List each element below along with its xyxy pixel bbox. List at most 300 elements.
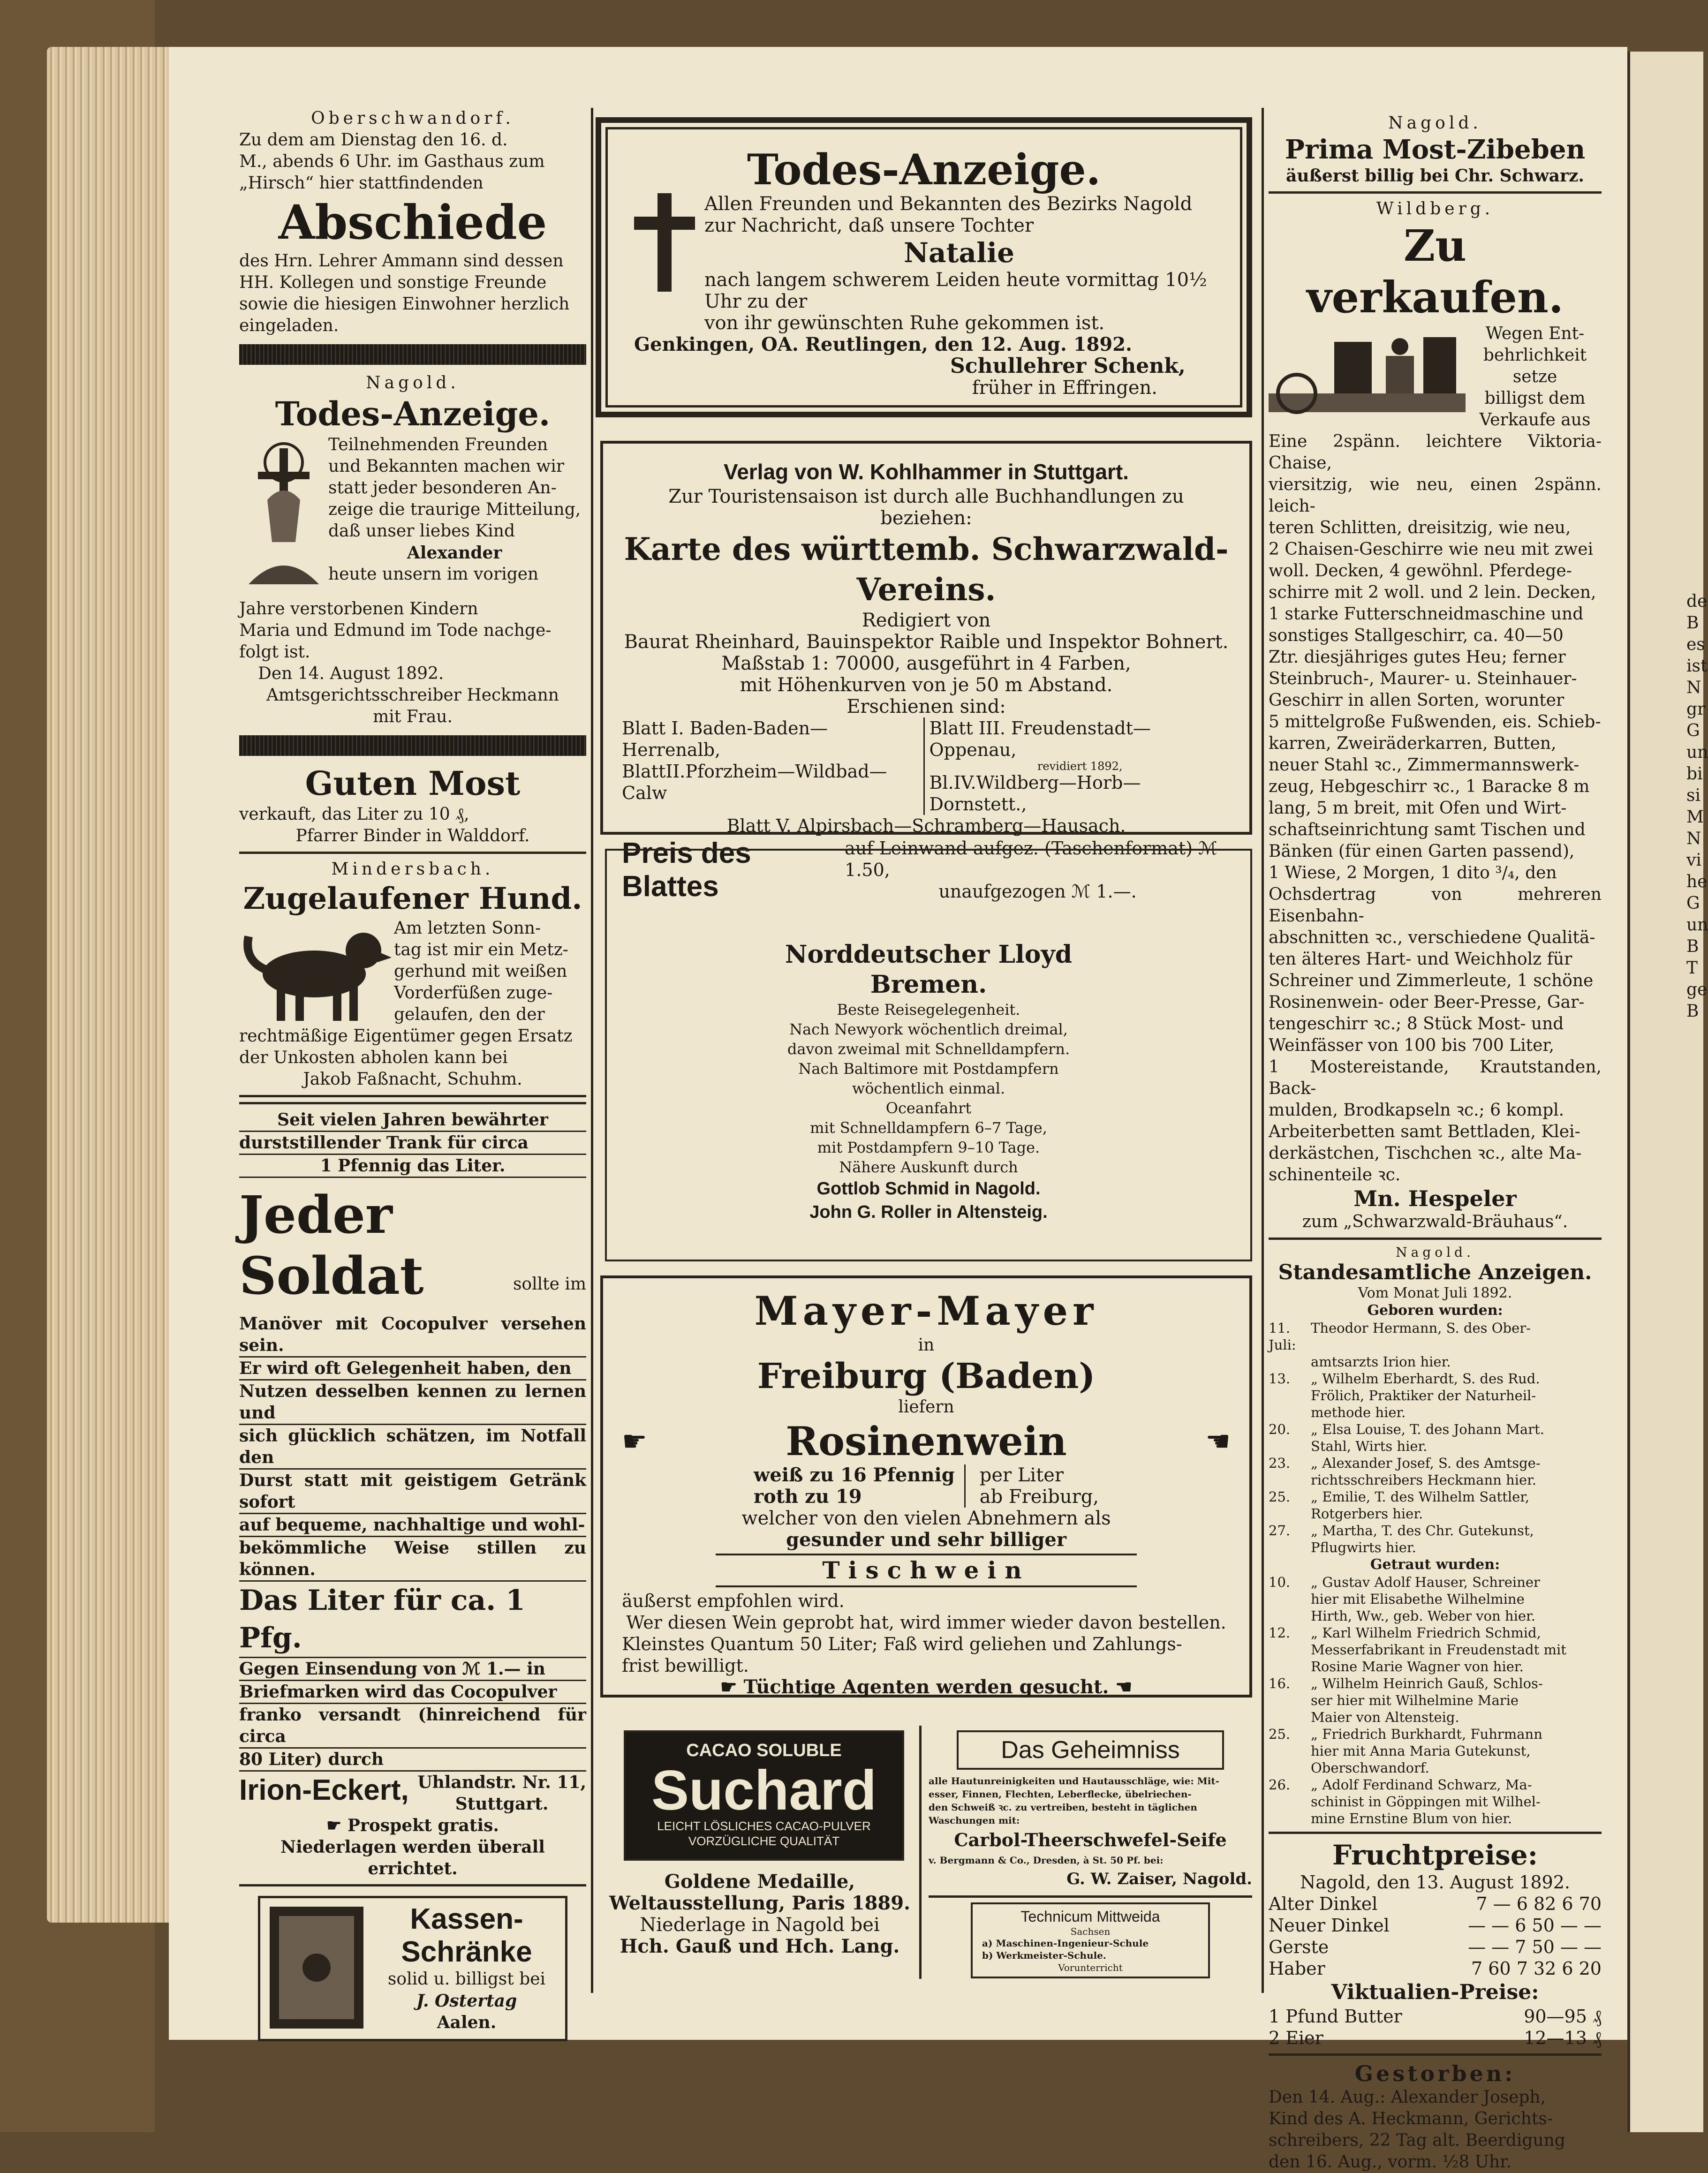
next-page-edge [1627,52,1708,2132]
ad-text: statt jeder besonderen An- [328,478,557,498]
register-date: 12. [1269,1625,1291,1641]
death-notice-line: den 16. Aug., vorm. ½8 Uhr. [1269,2152,1512,2172]
register-text: Maier von Altensteig. [1311,1709,1459,1725]
map-sheet: Blatt I. Baden-Baden—Herrenalb, [622,718,828,760]
register-text: Oberschwandorf. [1311,1760,1429,1776]
next-page-text-fragment: gr [1686,700,1706,719]
ad-text: b) Werkmeister-Schule. [982,1950,1106,1961]
ad-text: Oceanfahrt [885,1099,972,1117]
page-edges [47,47,183,1923]
separator-rule [239,1884,586,1886]
death-notice-line: schreibers, 22 Tag alt. Beerdigung [1269,2131,1565,2150]
sale-item-line: karren, Zweiräderkarren, Butten, [1269,734,1557,753]
register-date [1269,1471,1311,1488]
register-date [1269,1793,1311,1810]
ad-text: Teilnehmenden Freunden [328,435,548,454]
ad-text: Pfarrer Binder in Walddorf. [295,826,530,845]
price-value: 7 60 7 32 6 20 [1471,1958,1602,1979]
ad-hund [239,859,586,1090]
separator-rule [239,1095,586,1097]
register-date [1269,1759,1311,1776]
sale-item-line: mulden, Brodkapseln ꝛc.; 6 kompl. [1269,1101,1564,1120]
ad-text: davon zweimal mit Schnelldampfern. [787,1040,1070,1058]
ad-text: behrlichkeit setze [1483,346,1587,386]
register-entry [1269,1421,1602,1438]
ad-text: mit Höhenkurven von je 50 m Abstand. [740,674,1113,696]
ad-text: zur Nachricht, daß unsere Tochter [704,215,1034,236]
register-entry [1269,1692,1602,1709]
register-entry [1269,1793,1602,1810]
sale-item-line: viersitzig, wie neu, einen 2spänn. leich- [1269,475,1602,516]
firm-address: Uhlandstr. Nr. 11, [417,1773,586,1792]
ad-abschiede [239,108,586,337]
price-item: Neuer Dinkel [1269,1915,1390,1936]
next-page-text-fragment: si [1686,786,1700,805]
firm-name: Irion-Eckert, [239,1774,409,1806]
price-row [1269,1893,1602,1915]
register-entry [1269,1743,1602,1759]
place-heading: Nagold. [366,373,460,392]
separator-bar [239,735,586,756]
wine-unit: per Liter [979,1464,1064,1486]
register-text: „ Emilie, T. des Wilhelm Sattler, [1311,1489,1530,1505]
ad-text: Wer diesen Wein geprobt hat, wird immer wieder davon bestellen. [626,1612,1226,1633]
register-date: 16. [1269,1675,1291,1691]
ad-text: Er wird oft Gelegenheit haben, den [239,1358,586,1381]
next-page-text-fragment: G [1686,721,1700,740]
ad-title: Technicum Mittweida [1020,1908,1160,1925]
price-row [1269,2006,1602,2027]
ad-title: Norddeutscher Lloyd [785,940,1073,969]
map-sheet: BlattII.Pforzheim—Wildbad—Calw [622,761,887,803]
register-date [1269,1438,1311,1455]
ad-text: auf bequeme, nachhaltige und wohl- [239,1514,586,1537]
ad-text: liefern [898,1397,954,1417]
sale-item-line: schinenteile ꝛc. [1269,1165,1401,1185]
register-date: 13. [1269,1371,1291,1387]
sale-item-line: schirre mit 2 woll. und 2 lein. Decken, [1269,583,1596,602]
sale-item-line: lang, 5 m breit, mit Ofen und Wirt- [1269,799,1567,818]
ad-text: äußerst empfohlen wird. [622,1591,845,1611]
ad-text: Nähere Auskunft durch [839,1158,1018,1176]
next-page-text-fragment: de [1686,592,1708,611]
ad-text: billigst dem [1484,389,1586,408]
sale-item-line: Bänken (für einen Garten passend), [1269,842,1575,861]
ad-text: Redigiert von [862,610,991,631]
section-subtitle: Nagold, den 13. August 1892. [1300,1872,1570,1893]
ad-title: Todes-Anzeige. [747,145,1101,195]
ad-signature: früher in Effringen. [972,377,1157,399]
sale-item-line: zeug, Hebgeschirr ꝛc., 1 Baracke 8 m [1269,777,1590,796]
register-date: 10. [1269,1574,1291,1590]
next-page-fragments [1686,591,1708,1022]
pointing-hand-icon: ☛ [326,1816,348,1835]
next-page-text-fragment: B [1686,1002,1699,1021]
ad-text: Vorderfüßen zuge- [394,983,553,1003]
ad-text: Gegen Einsendung von ℳ 1.— in [239,1658,586,1681]
ad-text: des Hrn. Lehrer Ammann sind dessen [239,251,564,271]
sale-item-line: 5 mittelgroße Fußwenden, eis. Schieb- [1269,712,1601,732]
register-entry [1269,1488,1602,1505]
price-item: 2 Eier [1269,2028,1323,2048]
ad-title: Todes-Anzeige. [275,394,551,433]
wine-price: weiß zu 16 Pfennig [753,1464,955,1486]
section-title: Standesamtliche Anzeigen. [1278,1260,1592,1284]
ad-text: alle Hautunreinigkeiten und Hautausschläge, wie: Mit- [929,1775,1219,1787]
ad-text: Maria und Edmund im Tode nachge- [239,621,552,640]
ad-mayer-rosinenwein [600,1275,1252,1698]
ad-text: tag ist mir ein Metz- [394,940,568,959]
register-entry [1269,1574,1602,1591]
births-heading: Geboren wurden: [1367,1302,1503,1319]
register-date: 23. [1269,1455,1291,1471]
register-text: „ Elsa Louise, T. des Johann Mart. [1311,1421,1544,1437]
ad-title: Guten Most [305,764,521,803]
register-text: Pflugwirts hier. [1311,1539,1416,1555]
next-page-text-fragment: un [1686,743,1708,762]
ad-text: Nutzen desselben kennen zu lernen und [239,1381,586,1425]
ad-todes-anzeige-alexander [239,372,586,728]
ad-technicum [971,1902,1210,1978]
sale-item-line: derkästchen, Tischchen ꝛc., alte Ma- [1269,1144,1582,1163]
ad-text: Allen Freunden und Bekannten des Bezirks Nagold [704,193,1193,215]
register-text: „ Gustav Adolf Hauser, Schreiner [1311,1574,1540,1590]
ad-todes-anzeige-natalie [596,117,1252,417]
next-page-text-fragment: vi [1686,851,1701,870]
register-text: „ Friedrich Burkhardt, Fuhrmann [1311,1726,1542,1742]
next-page-text-fragment: T [1686,958,1698,978]
register-date [1269,1641,1311,1658]
register-entry [1269,1709,1602,1726]
register-entry [1269,1641,1602,1658]
sale-item-line: 1 starke Futterschneidmaschine und [1269,604,1584,624]
ad-text: sowie die hiesigen Einwohner herzlich [239,294,570,314]
register-text: hier mit Elisabethe Wilhelmine [1311,1591,1525,1607]
separator-bar [239,344,586,365]
ad-text: v. Bergmann & Co., Dresden, à St. 50 Pf. bei: [929,1855,1164,1866]
ad-text: Maßstab 1: 70000, ausgeführt in 4 Farben, [721,653,1131,674]
ad-text: verkauft, das Liter zu 10 ₰, [239,805,469,824]
ad-geheimniss [929,1730,1252,1978]
sale-item-line: ten älteres Hart- und Weichholz für [1269,950,1572,969]
ad-signature: Mn. Hespeler [1353,1186,1517,1211]
next-page-text-fragment: ge [1686,980,1708,999]
register-date: 26. [1269,1777,1291,1793]
ad-text: folgt ist. [239,642,310,662]
ad-title: Abschiede [278,195,547,250]
sale-item-line: Schreiner und Zimmerleute, 1 schöne [1269,971,1594,990]
separator-rule [1269,1237,1602,1240]
ad-text: daß unser liebes Kind [328,521,515,541]
ad-text: gesunder und sehr billiger [786,1529,1066,1551]
register-entry [1269,1522,1602,1539]
register-date [1269,1505,1311,1522]
register-date: 11. Juli: [1269,1320,1296,1353]
register-entry [1269,1759,1602,1776]
brand-name: Suchard [651,1759,877,1822]
sale-item-line: 2 Chaisen-Geschirre wie neu mit zwei [1269,540,1594,559]
next-page-text-fragment: he [1686,872,1708,891]
register-date [1269,1743,1311,1759]
ad-signature: Amtsgerichtsschreiber Heckmann [266,686,559,705]
register-entry [1269,1591,1602,1607]
price-row [1269,1936,1602,1958]
death-notice-line: Den 14. Aug.: Alexander Joseph, [1269,2088,1546,2107]
ad-text: sollte im [513,1275,586,1294]
ad-signature: zum „Schwarzwald-Bräuhaus“. [1302,1212,1568,1231]
ad-text: frist bewilligt. [622,1655,749,1676]
section-title: Viktualien-Preise: [1331,1980,1539,2004]
section-title: Gestorben: [1354,2061,1516,2086]
register-entry [1269,1370,1602,1387]
firm-city: Aalen. [437,2013,497,2032]
ad-text: solid u. billigst bei [387,1969,546,1989]
register-text: mine Ernstine Blum von hier. [1311,1811,1512,1826]
suchard-logo [624,1730,904,1861]
ad-text: Nach Newyork wöchentlich dreimal, [789,1020,1068,1038]
firm-city: Stuttgart. [455,1794,549,1814]
marriages-heading: Getraut wurden: [1370,1556,1500,1573]
ad-text: Kleinstes Quantum 50 Liter; Faß wird geliehen und Zahlungs- [622,1634,1182,1654]
angel-cross-icon [239,434,328,598]
ad-jeder-soldat [239,1109,586,1879]
pointing-hand-icon: ☛ [720,1676,744,1698]
sale-item-line: Ztr. diesjähriges gutes Heu; ferner [1269,648,1566,667]
gestorben [1269,2060,1602,2173]
price-label: Preis des Blattes [622,837,751,903]
workshop-scene-icon [1269,323,1466,417]
map-sheet: Bl.IV.Wildberg—Horb—Dornstett., [929,772,1141,815]
sale-item-line: abschnitten ꝛc., verschiedene Qualitä- [1269,928,1595,947]
register-text: Messerfabrikant in Freudenstadt mit [1311,1642,1566,1658]
register-date [1269,1591,1311,1607]
price-value: — — 7 50 — — [1468,1937,1602,1957]
register-text: „ Alexander Josef, S. des Amtsge- [1311,1455,1541,1471]
sale-items [1269,431,1602,1186]
ad-text: der Unkosten abholen kann bei [239,1048,508,1067]
ad-text: durststillender Trank für circa [239,1132,586,1155]
register-entry [1269,1810,1602,1827]
ad-city: Freiburg (Baden) [757,1356,1096,1396]
register-text: Rotgerbers hier. [1311,1506,1423,1522]
next-page-text-fragment: B [1686,937,1699,956]
sale-item-line: Ochsdertrag von mehreren Eisenbahn- [1269,885,1602,926]
ad-title: Karte des württemb. Schwarzwald-Vereins. [624,531,1229,608]
price-value: 12—13 ₰ [1524,2028,1602,2048]
ad-text: sich glücklich schätzen, im Notfall den [239,1425,586,1470]
price-text: unaufgezogen ℳ 1.—. [938,881,1137,902]
register-text: „ Wilhelm Eberhardt, S. des Rud. [1311,1371,1540,1387]
section-subtitle: Vom Monat Juli 1892. [1358,1285,1512,1301]
sale-item-line: Steinbruch-, Maurer- u. Steinhauer- [1269,669,1577,688]
column-middle [582,117,1252,1993]
price-value: — — 6 50 — — [1468,1915,1602,1936]
ad-text: Jahre verstorbenen Kindern [239,599,478,619]
next-page-text-fragment: ist [1686,656,1708,676]
ad-text: Seit vielen Jahren bewährter [239,1109,586,1132]
ad-subtitle: Tischwein [716,1554,1137,1587]
register-date [1269,1387,1311,1404]
map-sheet-note: revidiert 1892, [1037,760,1123,773]
ad-text: Zur Touristensaison ist durch alle Buchhandlungen zu beziehen: [668,486,1184,529]
ad-text: nach langem schwerem Leiden heute vormittag 10½ Uhr zu der [704,269,1207,312]
ad-text: a) Maschinen-Ingenieur-Schule [982,1938,1149,1949]
ad-title: Kassen- [410,1903,523,1935]
register-date [1269,1709,1311,1726]
births-list [1269,1320,1602,1556]
deceased-name: Alexander [407,543,502,563]
fruchtpreise [1269,1839,1602,2049]
death-notice-line: Kind des A. Heckmann, Gerichts- [1269,2109,1553,2128]
register-text: Theodor Hermann, S. des Ober- [1311,1320,1531,1336]
register-entry [1269,1607,1602,1624]
ad-text: esser, Finnen, Flechten, Leberflecke, übelriechen- [929,1788,1192,1800]
register-text: amtsarzts Irion hier. [1311,1354,1451,1370]
separator-rule [1269,1832,1602,1834]
ad-text: Sachsen [1070,1926,1111,1937]
register-date [1269,1607,1311,1624]
brand-tagline: VORZÜGLICHE QUALITÄT [688,1834,840,1848]
price-value: 7 — 6 82 6 70 [1476,1894,1602,1914]
ad-title: Zu verkaufen. [1307,220,1564,323]
ad-text: Briefmarken wird das Cocopulver [239,1681,586,1704]
ad-text: Baurat Rheinhard, Bauinspektor Raible und Inspektor Bohnert. [624,631,1229,653]
register-date: 25. [1269,1489,1291,1505]
separator-rule [1269,191,1602,194]
ad-suchard [605,1721,914,1993]
sale-item-line: tengeschirr ꝛc.; 8 Stück Most- und [1269,1014,1564,1034]
ad-text: „Hirsch“ hier stattfindenden [239,174,484,193]
register-text: „ Martha, T. des Chr. Gutekunst, [1311,1523,1534,1539]
next-page-text-fragment: M [1686,807,1704,827]
place-heading: Oberschwandorf. [311,109,514,128]
price-row [1269,2027,1602,2049]
register-date: 25. [1269,1726,1291,1742]
place-heading: Mindersbach. [331,860,494,879]
wine-name: Rosinenwein [786,1418,1067,1464]
ad-guten-most [239,763,586,847]
product-name: Carbol-Theerschwefel-Seife [954,1829,1227,1850]
sale-item-line: 1 Mostereistande, Krautstanden, Back- [1269,1057,1602,1098]
ad-text: Nach Baltimore mit Postdampfern [798,1060,1059,1078]
register-text: „ Karl Wilhelm Friedrich Schmid, [1311,1625,1541,1641]
ad-text [239,1815,586,1836]
register-text: schinist in Göppingen mit Wilhel- [1311,1794,1541,1810]
next-page-text-fragment: un [1686,915,1708,935]
ad-signature: mit Frau. [373,707,453,726]
register-text: Rosine Marie Wagner von hier. [1311,1659,1524,1675]
separator-rule [929,1895,1252,1898]
standesamt [1269,1245,1602,1827]
register-entry [1269,1387,1602,1404]
register-entry [1269,1675,1602,1692]
ad-kassenschraenke [258,1896,567,2041]
place-heading: Nagold. [1388,113,1482,133]
price-value: 90—95 ₰ [1524,2006,1602,2027]
register-date: 20. [1269,1421,1291,1437]
sale-item-line: sonstiges Stallgeschirr, ca. 40—50 [1269,626,1564,645]
grain-price-table [1269,1893,1602,1979]
sale-item-line: Rosinenwein- oder Beer-Presse, Gar- [1269,993,1585,1012]
separator-rule [239,852,586,854]
next-page-text-fragment: bi [1686,764,1703,784]
separator-rule [239,1102,586,1104]
marriages-list [1269,1574,1602,1827]
place-heading: Wildberg. [1376,199,1494,219]
price-item: Gerste [1269,1937,1329,1957]
next-page-text-fragment: es [1686,635,1705,654]
register-entry [1269,1471,1602,1488]
register-entry [1269,1539,1602,1556]
ad-agent: Gottlob Schmid in Nagold. [816,1179,1041,1199]
ad-text: mit Postdampfern 9–10 Tage. [817,1139,1040,1156]
register-entry [1269,1353,1602,1370]
ad-text: mit Schnelldampfern 6–7 Tage, [810,1119,1047,1137]
column-right [1269,113,1602,2173]
ad-date: Den 14. August 1892. [258,664,444,683]
register-text: Frölich, Praktiker der Naturheil- [1311,1388,1536,1403]
ad-seller: G. W. Zaiser, Nagold. [1066,1870,1252,1888]
ad-text: Verkaufe aus [1479,410,1591,430]
sale-item-line: Geschirr in allen Sorten, worunter [1269,691,1564,710]
ad-text: eingeladen. [239,316,339,335]
ad-text: Zu dem am Dienstag den 16. d. [239,130,508,150]
ad-publisher: Verlag von W. Kohlhammer in Stuttgart. [724,460,1129,484]
wine-unit: ab Freiburg, [979,1486,1099,1508]
section-title: Fruchtpreise: [1332,1839,1538,1871]
register-date [1269,1810,1311,1827]
next-page-text-fragment: N [1686,829,1701,848]
register-text: „ Wilhelm Heinrich Gauß, Schlos- [1311,1675,1543,1691]
sale-item-line: schaftseinrichtung samt Tischen und [1269,820,1586,839]
ad-price: Das Liter für ca. 1 Pfg. [239,1582,586,1658]
ad-text: Erschienen sind: [846,696,1006,717]
ad-text: HH. Kollegen und sonstige Freunde [239,273,547,292]
ad-signature: Jakob Faßnacht, Schuhm. [303,1070,522,1089]
sale-item-line: 1 Wiese, 2 Morgen, 1 dito ³/₄, den [1269,863,1557,883]
firm-name: J. Ostertag [416,1991,517,2011]
register-text: „ Adolf Ferdinand Schwarz, Ma- [1311,1777,1532,1793]
cross-icon [634,193,695,292]
ad-title: Mayer-Mayer [754,1288,1098,1334]
ad-text: Vorunterricht [1058,1962,1123,1973]
ad-text: Beste Reisegelegenheit. [837,1001,1020,1019]
ad-text: Waschungen mit: [929,1815,1020,1826]
next-page-text-fragment: G [1686,894,1700,913]
price-item: Alter Dinkel [1269,1894,1378,1914]
ad-text: Wegen Ent- [1485,324,1585,343]
ad-text: Durst statt mit geistigem Getränk sofort [239,1470,586,1514]
ad-text: Manöver mit Cocopulver versehen sein. [239,1313,586,1358]
ad-text: bekömmliche Weise stillen zu können. [239,1537,586,1582]
ad-text: Am letzten Sonn- [394,919,541,938]
register-date: 27. [1269,1523,1291,1539]
register-entry [1269,1505,1602,1522]
ad-text: gelaufen, den der [394,1005,545,1024]
ad-text: 80 Liter) durch [239,1749,586,1772]
ad-text: Weltausstellung, Paris 1889. [609,1892,910,1914]
newspaper-page [169,47,1627,2172]
prospekt-label: Prospekt gratis. [347,1816,499,1835]
register-date [1269,1404,1311,1421]
column-left [239,108,586,2041]
register-text: ser hier mit Wilhelmine Marie [1311,1692,1519,1708]
ad-text: äußerst billig bei Chr. Schwarz. [1286,166,1584,186]
ad-text: Niederlage in Nagold bei [640,1914,880,1936]
food-price-table [1269,2006,1602,2049]
register-entry [1269,1726,1602,1743]
ad-text: den Schweiß ꝛc. zu vertreiben, besteht in täglichen [929,1802,1197,1813]
